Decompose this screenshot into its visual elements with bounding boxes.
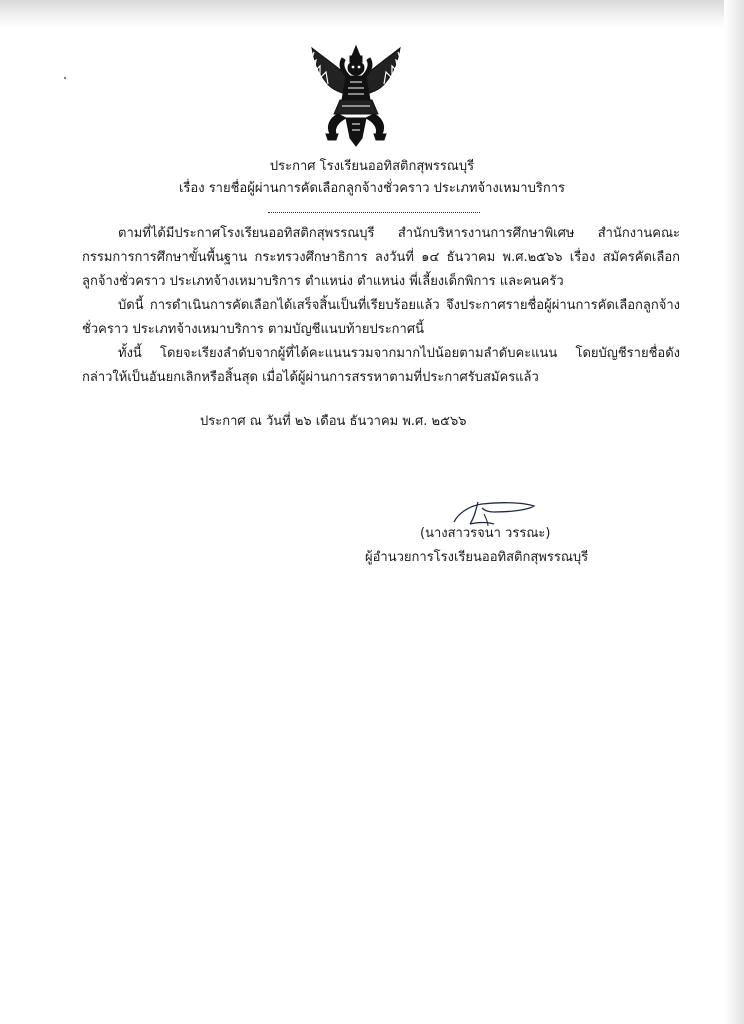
- body-paragraph: บัดนี้ การดำเนินการคัดเลือกได้เสร็จสิ้นเป็นที่เรียบร้อยแล้ว จึงประกาศรายชื่อผู้ผ่านการคัดเลือกลูกจ้างชั่วคราว ประเภทจ้างเหมาบริการ ตามบัญชีแนบท้ายประกาศนี้: [82, 298, 680, 337]
- garuda-emblem-icon: [300, 42, 412, 150]
- signer-title: ผู้อำนวยการโรงเรียนออทิสติกสุพรรณบุรี: [365, 550, 589, 565]
- subject-line: เรื่อง รายชื่อผู้ผ่านการคัดเลือกลูกจ้างชั่วคราว ประเภทจ้างเหมาบริการ: [178, 181, 565, 196]
- scan-shadow-top: [0, 0, 744, 28]
- scan-speck: [64, 77, 66, 79]
- body-paragraph: ตามที่ได้มีประกาศโรงเรียนออทิสติกสุพรรณบุรี สำนักบริหารงานการศึกษาพิเศษ สำนักงานคณะกรรมการการศึกษาขั้นพื้นฐาน กระทรวงศึกษาธิการ ลงวันที่ ๑๔ ธันวาคม พ.ศ.๒๕๖๖ เรื่อง สมัครคัดเลือกลูกจ้างชั่วคราว ประเภทจ้างเหมาบริการ ตำแหน่ง ตำแหน่ง พี่เลี้ยงเด็กพิการ และคนครัว: [82, 226, 680, 289]
- signer-name: (นางสาวรจนา วรรณะ): [420, 526, 551, 541]
- dotted-divider: [268, 212, 480, 213]
- scan-shadow-right: [724, 0, 744, 1024]
- announcement-body: [82, 222, 680, 390]
- announcement-header: [0, 156, 744, 200]
- body-paragraph: ทั้งนี้ โดยจะเรียงลำดับจากผู้ที่ได้คะแนนรวมจากมากไปน้อยตามลำดับคะแนน โดยบัญชีรายชื่อดังกล่าวให้เป็นอันยกเลิกหรือสิ้นสุด เมื่อได้ผู้ผ่านการสรรหาตามที่ประกาศรับสมัครแล้ว: [82, 346, 680, 385]
- announcement-title: ประกาศ โรงเรียนออทิสติกสุพรรณบุรี: [269, 159, 475, 174]
- announcement-date: ประกาศ ณ วันที่ ๒๖ เดือน ธันวาคม พ.ศ. ๒๕๖๖: [200, 414, 467, 429]
